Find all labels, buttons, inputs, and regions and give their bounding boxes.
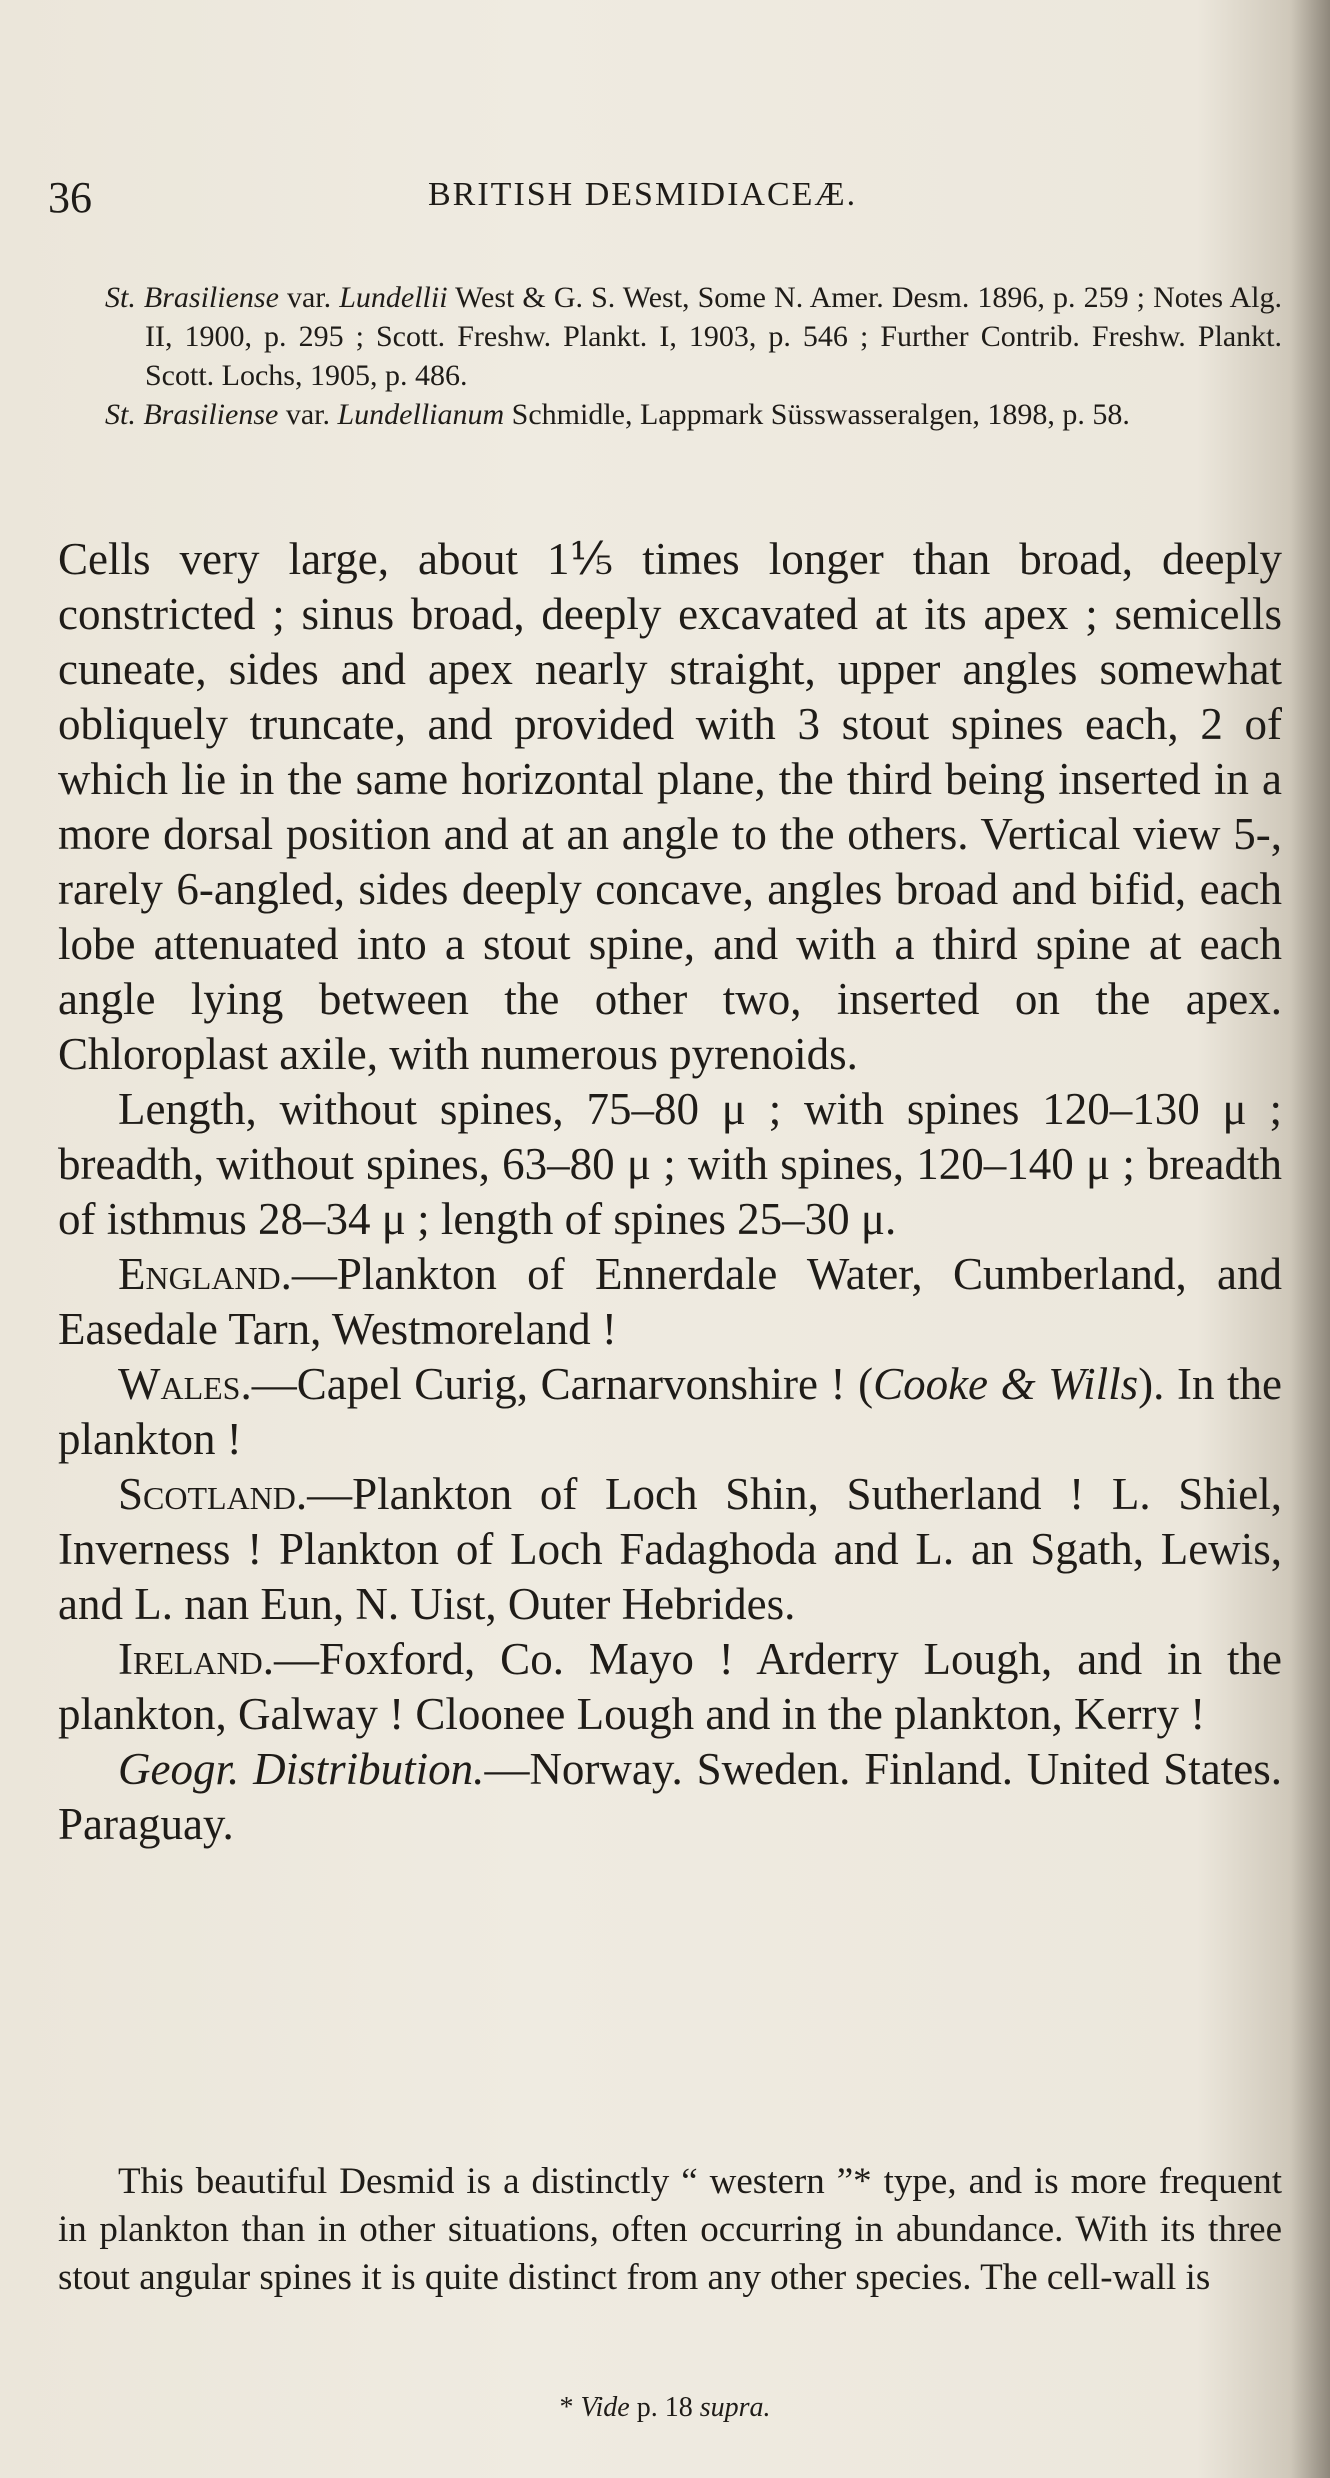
region-label: Ireland. bbox=[118, 1634, 275, 1684]
distribution-label: Geogr. Distribution. bbox=[118, 1744, 485, 1794]
region-label: Wales. bbox=[118, 1359, 252, 1409]
locality-text: —Foxford, Co. Mayo ! Arderry Lough, and in the plankton, Galway ! Cloonee Lough and in the plankton, Kerry ! bbox=[58, 1634, 1282, 1739]
locality-wales bbox=[58, 1357, 1282, 1467]
footnote-vide: Vide bbox=[580, 2392, 630, 2423]
region-label: Scotland. bbox=[118, 1469, 308, 1519]
footnote bbox=[0, 2392, 1330, 2424]
locality-text: —Capel Curig, Carnarvonshire ! ( bbox=[251, 1359, 874, 1409]
rank-label: var. bbox=[278, 398, 338, 431]
synonym-entry bbox=[105, 395, 1282, 434]
locality-scotland bbox=[58, 1467, 1282, 1632]
footnote-ref: p. 18 bbox=[629, 2392, 700, 2423]
locality-text: ). In the plankton ! bbox=[58, 1359, 1282, 1464]
running-title: BRITISH DESMIDIACEÆ. bbox=[428, 176, 858, 213]
page-number: 36 bbox=[48, 173, 92, 222]
locality-england bbox=[58, 1247, 1282, 1357]
synonym-entry bbox=[105, 278, 1282, 395]
distribution-text: —Norway. Sweden. Finland. United States. Paraguay. bbox=[58, 1744, 1282, 1849]
rank-label: var. bbox=[278, 281, 340, 314]
locality-ireland bbox=[58, 1632, 1282, 1742]
species-name: St. Brasiliense bbox=[105, 281, 279, 314]
description-paragraph: Cells very large, about 1⅕ times longer than broad, deeply constricted ; sinus broad, deeply excavated at its apex ; semicells cuneate, sides and apex nearly straight, upper angles somewhat obliquely truncate, and provided with 3 stout spines each, 2 of which lie in the same horizontal plane, the third being inserted in a more dorsal position and at an angle to the others. Vertical view 5-, rarely 6-angled, sides deeply concave, angles broad and bifid, each lobe attenuated into a stout spine, and with a third spine at each angle lying between the other two, inserted on the apex. Chloroplast axile, with numerous pyrenoids. bbox=[58, 534, 1282, 1079]
species-name: St. Brasiliense bbox=[105, 398, 279, 431]
footnote-mark: * bbox=[559, 2392, 581, 2423]
geographic-distribution bbox=[58, 1742, 1282, 1852]
variety-name: Lundellii bbox=[339, 281, 448, 314]
region-label: England. bbox=[118, 1249, 292, 1299]
locality-text: —Plankton of Ennerdale Water, Cumberland, and Easedale Tarn, Westmoreland ! bbox=[58, 1249, 1282, 1354]
measurements-paragraph: Length, without spines, 75–80 μ ; with spines 120–130 μ ; breadth, without spines, 63–80 μ ; with spines, 120–140 μ ; breadth of isthmus 28–34 μ ; length of spines 25–30 μ. bbox=[58, 1084, 1282, 1244]
citation: West & G. S. West, Some N. Amer. Desm. 1896, p. 259 ; Notes Alg. II, 1900, p. 295 ; Scott. Freshw. Plankt. I, 1903, p. 546 ; Further Contrib. Freshw. Plankt. Scott. Lochs, 1905, p. 486. bbox=[145, 281, 1282, 392]
main-text bbox=[58, 532, 1282, 1852]
collector-name: Cooke & Wills bbox=[873, 1359, 1139, 1409]
note-paragraph: This beautiful Desmid is a distinctly “ western ”* type, and is more frequent in plankton than in other situations, often occurring in abundance. With its three stout angular spines it is quite distinct from any other species. The cell-wall is bbox=[58, 2161, 1282, 2298]
variety-name: Lundellianum bbox=[337, 398, 505, 431]
locality-text: —Plankton of Loch Shin, Sutherland ! L. Shiel, Inverness ! Plankton of Loch Fadaghoda and L. an Sgath, Lewis, and L. nan Eun, N. Uist, Outer Hebrides. bbox=[58, 1469, 1282, 1629]
synonymy-block bbox=[105, 278, 1282, 434]
citation: Schmidle, Lappmark Süsswasseralgen, 1898, p. 58. bbox=[504, 398, 1130, 431]
footnote-supra: supra. bbox=[699, 2392, 771, 2423]
page-header bbox=[48, 172, 1260, 228]
